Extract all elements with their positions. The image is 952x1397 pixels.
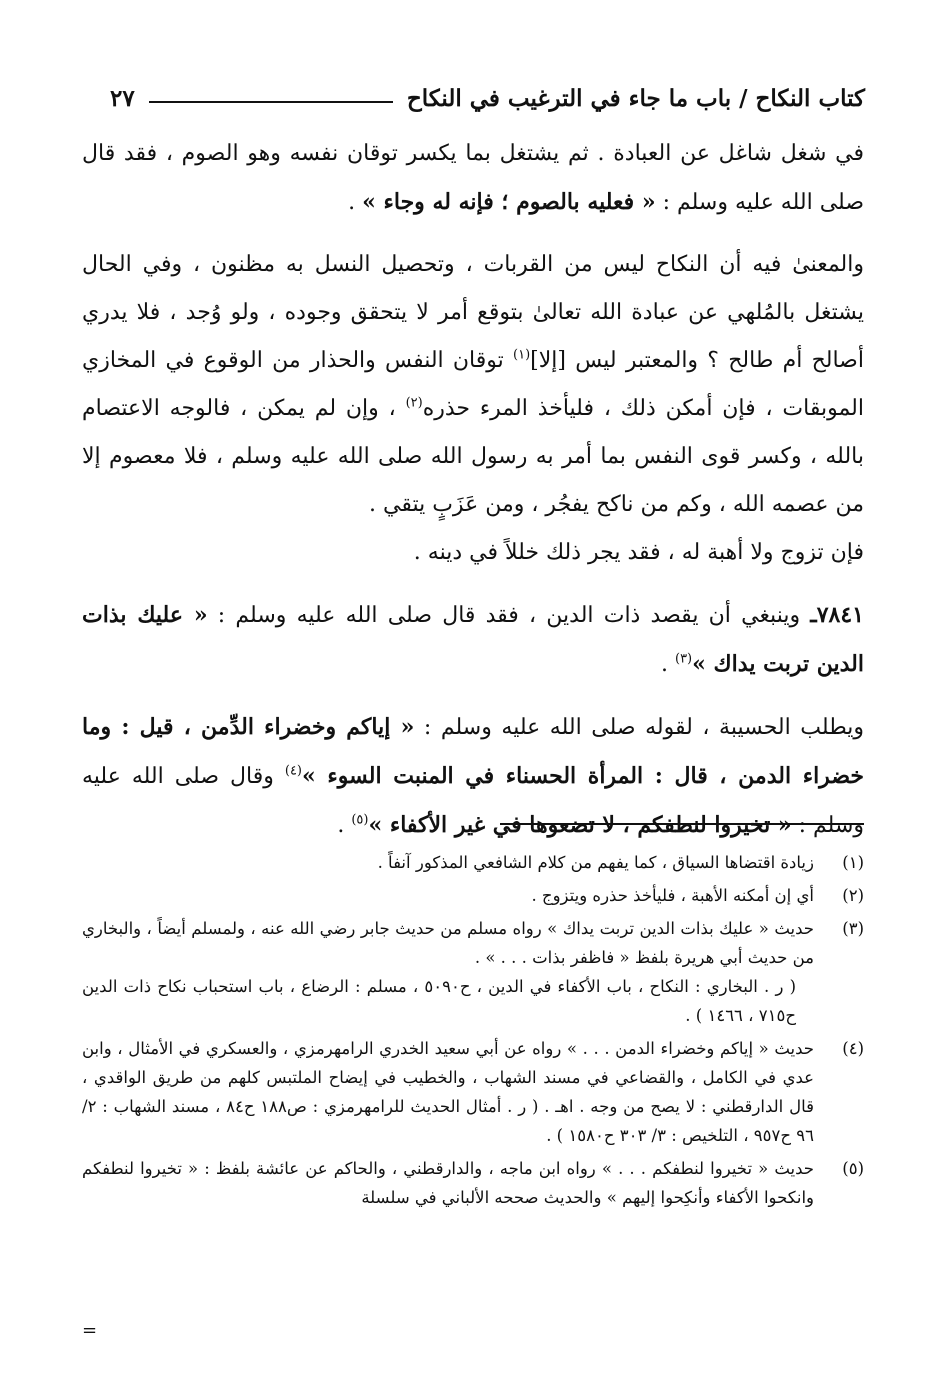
chapter-title: كتاب النكاح / باب ما جاء في الترغيب في النكاح (406, 84, 865, 112)
paragraph-text: توقان النفس والحذار من الوقوع في المخازي الموبقات ، فإن أمكن ذلك ، فليأخذ المرء حذره (82, 348, 864, 421)
punctuation: . (348, 190, 356, 215)
footnote-number: (٥) (842, 1159, 864, 1178)
page-number: ٢٧ (110, 84, 135, 112)
paragraph-2 (82, 241, 864, 529)
footnote-ref-5[interactable]: (٥) (351, 812, 369, 828)
footnote-4 (82, 1034, 864, 1150)
footnote-5 (82, 1154, 864, 1212)
paragraph-5 (82, 703, 864, 850)
header-rule (149, 101, 393, 103)
footnote-text: حديث « عليك بذات الدين تربت يداك » رواه مسلم من حديث جابر رضي الله عنه ، ولمسلم أيضاً ، والبخاري من حديث أبي هريرة بلفظ « فاظفر بذات . . . » . (82, 919, 814, 967)
footnote-number: (٣) (842, 919, 864, 938)
footnote-ref-2[interactable]: (٢) (405, 395, 423, 411)
footnote-text: حديث « تخيروا لنطفكم . . . » رواه ابن ماجه ، والدارقطني ، والحاكم عن عائشة بلفظ : « تخيروا لنطفكم وانكحوا الأكفاء وأنكِحوا إليهم » والحديث صححه الألباني في سلسلة (82, 1159, 814, 1207)
hadith-quote: « فعليه بالصوم ؛ فإنه له وجاء » (362, 189, 656, 215)
hadith-quote: « عليك بذات الدين تربت يداك » (82, 602, 864, 677)
footnote-text: أي إن أمكنه الأهبة ، فليأخذ حذره ويتزوج . (531, 886, 814, 905)
paragraph-text: في شغل شاغل عن العبادة . ثم يشتغل بما يكسر توقان نفسه وهو الصوم ، فقد قال صلى الله عليه وسلم : (82, 141, 864, 215)
footnote-ref-3[interactable]: (٣) (674, 651, 693, 667)
footnote-separator (500, 823, 864, 825)
footnote-number: (٤) (842, 1039, 864, 1058)
running-header (110, 78, 865, 118)
footnote-ref-1[interactable]: (١) (513, 347, 531, 363)
paragraph-text: وقال صلى الله عليه وسلم : (82, 764, 864, 838)
footnote-1 (82, 848, 864, 877)
footnote-number: (١) (842, 853, 864, 872)
footnote-text: زيادة اقتضاها السياق ، كما يفهم من كلام الشافعي المذكور آنفاً . (377, 853, 814, 872)
hadith-quote: « تخيروا لنطفكم ، لا تضعوها في غير الأكفاء » (368, 812, 792, 838)
paragraph-text: والمعنىٰ فيه أن النكاح ليس من القربات ، وتحصيل النسل به مظنون ، وفي الحال يشتغل بالمُلهي عن عبادة الله تعالىٰ بتوقع أمر لا يتحقق وجوده ، ولو وُجد ، فلا يدري أصالح أم طالح ؟ والمعتبر ليس [إلا] (82, 252, 864, 373)
footnote-reference: ( ر . البخاري : النكاح ، باب الأكفاء في الدين ، ح٥٠٩٠ ، مسلم : الرضاع ، باب استحباب نكاح ذات الدين ح٧١٥ ، ١٤٦٦ ) . (82, 977, 797, 1025)
paragraph-4 (82, 591, 864, 689)
footnote-number: (٢) (842, 886, 864, 905)
paragraph-text: ويطلب الحسيبة ، لقوله صلى الله عليه وسلم : (423, 715, 864, 740)
paragraph-text: ، وإن لم يمكن ، فالوجه الاعتصام بالله ، وكسر قوى النفس بما أمر به رسول الله صلى الله عليه وسلم ، فلا معصوم إلا من عصمه الله ، وكم من ناكح يفجُر ، ومن عَزَبٍ يتقي . (82, 396, 864, 517)
main-text (82, 130, 864, 850)
issue-number: ٧٨٤١ـ (810, 602, 864, 628)
footnote-3 (82, 914, 864, 1030)
paragraph-text: فإن تزوج ولا أهبة له ، فقد يجر ذلك خللاً في دينه . (413, 540, 864, 565)
paragraph-3 (82, 529, 864, 577)
hadith-quote: « إياكم وخضراء الدِّمن ، قيل : وما خضراء الدمن ، قال : المرأة الحسناء في المنبت السوء » (82, 714, 864, 789)
punctuation: . (337, 813, 345, 838)
footnote-2 (82, 881, 864, 910)
footnote-text: حديث « إياكم وخضراء الدمن . . . » رواه عن أبي سعيد الخدري الرامهرمزي ، والعسكري في الأمثال ، وابن عدي في الكامل ، والقضاعي في مسند الشهاب ، والخطيب في إيضاح الملتبس كلهم من طريق الواقدي ، قال الدارقطني : لا يصح من وجه . اهـ . ( ر . أمثال الحديث للرامهرمزي : ص١٨٨ ح٨٤ ، مسند الشهاب : ٢/ ٩٦ ح٩٥٧ ، التلخيص : ٣/ ٣٠٣ ح١٥٨٠ ) . (82, 1039, 814, 1145)
footnotes (82, 848, 864, 1216)
continuation-mark: = (82, 1320, 98, 1341)
footnote-ref-4[interactable]: (٤) (284, 763, 302, 779)
paragraph-text: وينبغي أن يقصد ذات الدين ، فقد قال صلى الله عليه وسلم : (217, 603, 801, 628)
paragraph-1 (82, 130, 864, 227)
punctuation: . (660, 652, 668, 677)
